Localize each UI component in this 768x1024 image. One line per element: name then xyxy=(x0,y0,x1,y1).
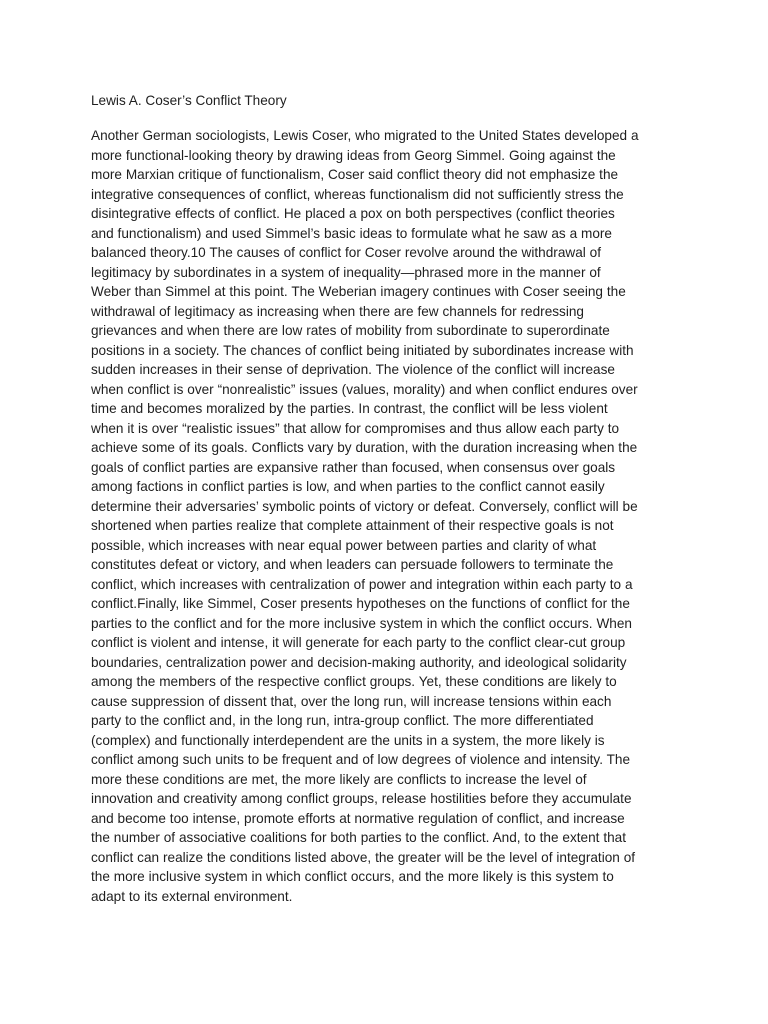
document-body-paragraph: Another German sociologists, Lewis Coser, who migrated to the United States developed a more functional-looking theory by drawing ideas from Georg Simmel. Going against the more Marxian critique of functionalism, Coser said conflict theory did not emphasize the integrative consequences of conflict, whereas functionalism did not sufficiently stress the disintegrative effects of conflict. He placed a pox on both perspectives (conflict theories and functionalism) and used Simmel’s basic ideas to formulate what he saw as a more balanced theory.10 The causes of conflict for Coser revolve around the withdrawal of legitimacy by subordinates in a system of inequality—phrased more in the manner of Weber than Simmel at this point. The Weberian imagery continues with Coser seeing the withdrawal of legitimacy as increasing when there are few channels for redressing grievances and when there are low rates of mobility from subordinate to superordinate positions in a society. The chances of conflict being initiated by subordinates increase with sudden increases in their sense of deprivation. The violence of the conflict will increase when conflict is over “nonrealistic” issues (values, morality) and when conflict endures over time and becomes moralized by the parties. In contrast, the conflict will be less violent when it is over “realistic issues” that allow for compromises and thus allow each party to achieve some of its goals. Conflicts vary by duration, with the duration increasing when the goals of conflict parties are expansive rather than focused, when consensus over goals among factions in conflict parties is low, and when parties to the conflict cannot easily determine their adversaries’ symbolic points of victory or defeat. Conversely, conflict will be shortened when parties realize that complete attainment of their respective goals is not possible, which increases with near equal power between parties and clarity of what constitutes defeat or victory, and when leaders can persuade followers to terminate the conflict, which increases with centralization of power and integration within each party to a conflict.Finally, like Simmel, Coser presents hypotheses on the functions of conflict for the parties to the conflict and for the more inclusive system in which the conflict occurs. When conflict is violent and intense, it will generate for each party to the conflict clear-cut group boundaries, centralization power and decision-making authority, and ideological solidarity among the members of the respective conflict groups. Yet, these conditions are likely to cause suppression of dissent that, over the long run, will increase tensions within each party to the conflict and, in the long run, intra-group conflict. The more differentiated (complex) and functionally interdependent are the units in a system, the more likely is conflict among such units to be frequent and of low degrees of violence and intensity. The more these conditions are met, the more likely are conflicts to increase the level of innovation and creativity among conflict groups, release hostilities before they accumulate and become too intense, promote efforts at normative regulation of conflict, and increase the number of associative coalitions for both parties to the conflict. And, to the extent that conflict can realize the conditions listed above, the greater will be the level of integration of the more inclusive system in which conflict occurs, and the more likely is this system to adapt to its external environment. xyxy=(91,128,639,904)
document-content xyxy=(91,92,639,906)
document-title: Lewis A. Coser’s Conflict Theory xyxy=(91,93,287,108)
